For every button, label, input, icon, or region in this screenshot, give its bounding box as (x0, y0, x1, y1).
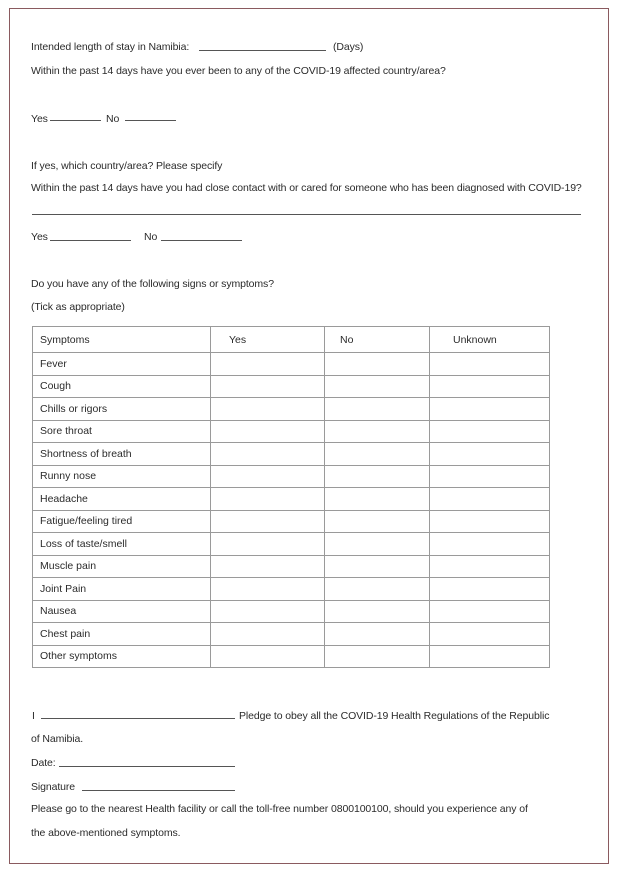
header-symptoms: Symptoms (33, 327, 211, 353)
unknown-cell[interactable] (430, 533, 550, 556)
no-cell[interactable] (325, 420, 430, 443)
header-unknown: Unknown (430, 327, 550, 353)
table-row (33, 353, 550, 376)
yes-cell[interactable] (211, 398, 325, 421)
date-field[interactable] (59, 766, 235, 767)
no-cell[interactable] (325, 555, 430, 578)
table-row (33, 555, 550, 578)
yes-cell[interactable] (211, 443, 325, 466)
unknown-cell[interactable] (430, 420, 550, 443)
travel-no-label: No (106, 113, 120, 125)
travel-question: Within the past 14 days have you ever been to any of the COVID-19 affected country/area? (31, 65, 446, 77)
travel-yes-label: Yes (31, 113, 48, 125)
no-cell[interactable] (325, 645, 430, 668)
contact-yes-field[interactable] (50, 240, 131, 241)
table-row (33, 533, 550, 556)
no-cell[interactable] (325, 533, 430, 556)
yes-cell[interactable] (211, 488, 325, 511)
contact-no-label: No (144, 231, 158, 243)
contact-question: Within the past 14 days have you had close contact with or cared for someone who has been diagnosed with COVID-19? (31, 182, 582, 194)
no-cell[interactable] (325, 353, 430, 376)
contact-no-field[interactable] (161, 240, 242, 241)
yes-cell[interactable] (211, 600, 325, 623)
symptom-name: Loss of taste/smell (33, 533, 211, 556)
symptom-name: Chills or rigors (33, 398, 211, 421)
symptom-name: Cough (33, 375, 211, 398)
table-row (33, 443, 550, 466)
no-cell[interactable] (325, 600, 430, 623)
country-specify-field[interactable] (32, 214, 581, 215)
unknown-cell[interactable] (430, 353, 550, 376)
signature-field[interactable] (82, 790, 235, 791)
no-cell[interactable] (325, 623, 430, 646)
no-cell[interactable] (325, 578, 430, 601)
stay-unit-label: (Days) (333, 41, 364, 53)
yes-cell[interactable] (211, 375, 325, 398)
symptom-name: Runny nose (33, 465, 211, 488)
symptom-name: Joint Pain (33, 578, 211, 601)
unknown-cell[interactable] (430, 645, 550, 668)
yes-cell[interactable] (211, 623, 325, 646)
symptom-name: Muscle pain (33, 555, 211, 578)
signature-label: Signature (31, 781, 76, 793)
pledge-i-label: I (32, 710, 35, 722)
yes-cell[interactable] (211, 555, 325, 578)
pledge-text-line1: Pledge to obey all the COVID-19 Health Regulations of the Republic (239, 710, 550, 722)
yes-cell[interactable] (211, 420, 325, 443)
table-row (33, 488, 550, 511)
yes-cell[interactable] (211, 353, 325, 376)
symptom-name: Fatigue/feeling tired (33, 510, 211, 533)
symptom-name: Sore throat (33, 420, 211, 443)
no-cell[interactable] (325, 488, 430, 511)
symptom-name: Other symptoms (33, 645, 211, 668)
unknown-cell[interactable] (430, 465, 550, 488)
symptoms-table (32, 326, 550, 668)
table-row (33, 578, 550, 601)
symptom-name: Headache (33, 488, 211, 511)
no-cell[interactable] (325, 510, 430, 533)
yes-cell[interactable] (211, 510, 325, 533)
unknown-cell[interactable] (430, 398, 550, 421)
pledge-name-field[interactable] (41, 718, 235, 719)
contact-yes-label: Yes (31, 231, 48, 243)
table-row (33, 645, 550, 668)
table-row (33, 465, 550, 488)
health-note-line2: the above-mentioned symptoms. (31, 827, 181, 839)
header-yes: Yes (211, 327, 325, 353)
stay-length-field[interactable] (199, 50, 326, 51)
no-cell[interactable] (325, 398, 430, 421)
date-label: Date: (31, 757, 56, 769)
table-row (33, 375, 550, 398)
table-row (33, 398, 550, 421)
symptom-name: Chest pain (33, 623, 211, 646)
yes-cell[interactable] (211, 533, 325, 556)
no-cell[interactable] (325, 465, 430, 488)
symptom-name: Nausea (33, 600, 211, 623)
table-row (33, 600, 550, 623)
travel-yes-field[interactable] (50, 120, 101, 121)
unknown-cell[interactable] (430, 555, 550, 578)
no-cell[interactable] (325, 375, 430, 398)
unknown-cell[interactable] (430, 623, 550, 646)
symptoms-question: Do you have any of the following signs or symptoms? (31, 278, 274, 290)
unknown-cell[interactable] (430, 578, 550, 601)
yes-cell[interactable] (211, 465, 325, 488)
symptom-name: Shortness of breath (33, 443, 211, 466)
yes-cell[interactable] (211, 578, 325, 601)
stay-length-label: Intended length of stay in Namibia: (31, 41, 190, 53)
health-note-line1: Please go to the nearest Health facility or call the toll-free number 0800100100, should you experience any of (31, 803, 528, 815)
table-row (33, 623, 550, 646)
table-row (33, 420, 550, 443)
tick-note: (Tick as appropriate) (31, 301, 125, 313)
pledge-text-line2: of Namibia. (31, 733, 84, 745)
unknown-cell[interactable] (430, 488, 550, 511)
unknown-cell[interactable] (430, 375, 550, 398)
travel-no-field[interactable] (125, 120, 176, 121)
unknown-cell[interactable] (430, 443, 550, 466)
which-country-question: If yes, which country/area? Please specify (31, 160, 223, 172)
no-cell[interactable] (325, 443, 430, 466)
symptom-name: Fever (33, 353, 211, 376)
unknown-cell[interactable] (430, 600, 550, 623)
header-no: No (325, 327, 430, 353)
unknown-cell[interactable] (430, 510, 550, 533)
table-header-row (33, 327, 550, 353)
yes-cell[interactable] (211, 645, 325, 668)
table-row (33, 510, 550, 533)
